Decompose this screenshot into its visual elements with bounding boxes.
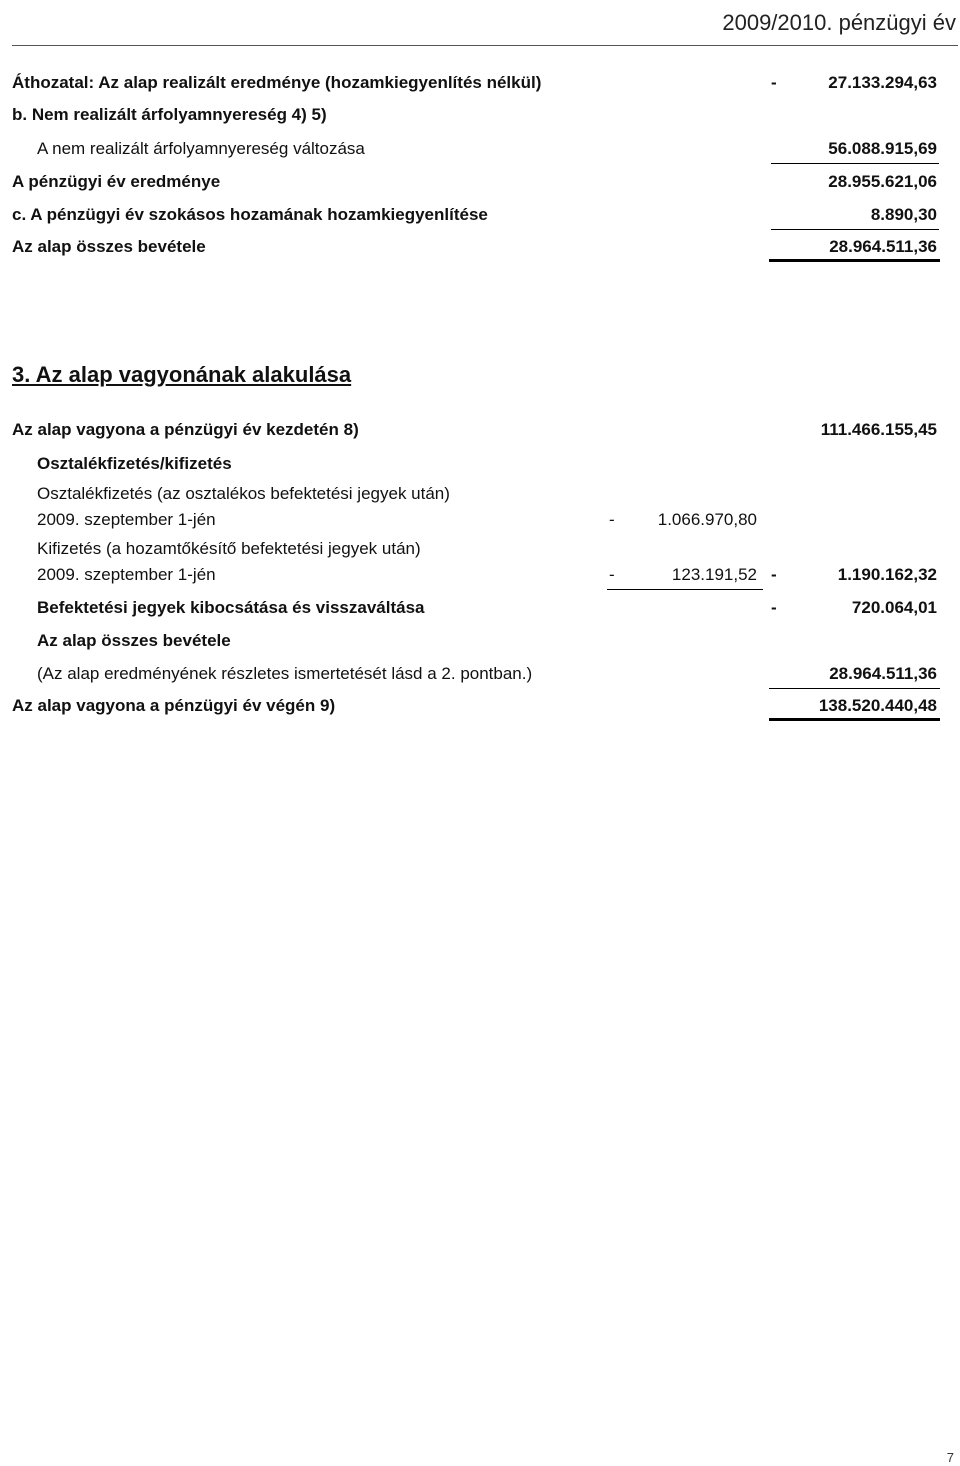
row-unrealized-change-label: A nem realizált árfolyamnyereség változása [37, 139, 365, 158]
opening-assets-label: Az alap vagyona a pénzügyi év kezdetén 8) [12, 420, 359, 439]
opening-assets-value: 111.466.155,45 [820, 420, 937, 439]
closing-assets-label: Az alap vagyona a pénzügyi év végén 9) [12, 696, 336, 715]
issuance-value: 720.064,01 [851, 598, 937, 617]
total-double-rule [769, 259, 940, 262]
divider-rule [771, 229, 939, 230]
header-rule [12, 45, 958, 46]
row-unrealized-change-value: 56.088.915,69 [828, 139, 937, 158]
section-heading: 3. Az alap vagyonának alakulása [12, 362, 352, 387]
dividend-value: 1.066.970,80 [657, 510, 757, 529]
issuance-label: Befektetési jegyek kibocsátása és visszaváltása [37, 598, 425, 617]
page-header-title: 2009/2010. pénzügyi év [722, 10, 956, 35]
dividend-sign: - [609, 510, 615, 529]
divider-rule [769, 688, 940, 689]
payout-line1: Kifizetés (a hozamtőkésítő befektetési jegyek után) [37, 539, 421, 558]
income-note-value: 28.964.511,36 [829, 664, 937, 683]
page-number: 7 [946, 1450, 954, 1465]
income-heading: Az alap összes bevétele [37, 631, 231, 650]
row-year-result-label: A pénzügyi év eredménye [12, 172, 221, 191]
row-year-result-value: 28.955.621,06 [828, 172, 937, 191]
dividend-line1: Osztalékfizetés (az osztalékos befektetési jegyek után) [37, 484, 450, 503]
subtotal-rule [607, 589, 763, 590]
row-carryover-label: Áthozatal: Az alap realizált eredménye (hozamkiegyenlítés nélkül) [12, 73, 542, 92]
row-carryover-value: 27.133.294,63 [828, 73, 937, 92]
divider-rule [771, 163, 939, 164]
payout-sign: - [609, 565, 615, 584]
issuance-sign: - [771, 598, 777, 617]
payout-total-sign: - [771, 565, 777, 584]
income-note: (Az alap eredményének részletes ismertetését lásd a 2. pontban.) [37, 664, 533, 683]
row-equalisation-value: 8.890,30 [870, 205, 937, 224]
row-total-income-value: 28.964.511,36 [829, 237, 937, 256]
row-unrealized-heading: b. Nem realizált árfolyamnyereség 4) 5) [12, 105, 327, 124]
payout-total-value: 1.190.162,32 [837, 565, 937, 584]
dividend-heading: Osztalékfizetés/kifizetés [37, 454, 232, 473]
row-carryover-sign: - [771, 73, 777, 92]
row-equalisation-label: c. A pénzügyi év szokásos hozamának hozamkiegyenlítése [12, 205, 488, 224]
payout-line2: 2009. szeptember 1-jén [37, 565, 216, 584]
row-total-income-label: Az alap összes bevétele [12, 237, 206, 256]
payout-value: 123.191,52 [671, 565, 757, 584]
total-double-rule [769, 718, 940, 721]
dividend-line2: 2009. szeptember 1-jén [37, 510, 216, 529]
closing-assets-value: 138.520.440,48 [818, 696, 937, 715]
